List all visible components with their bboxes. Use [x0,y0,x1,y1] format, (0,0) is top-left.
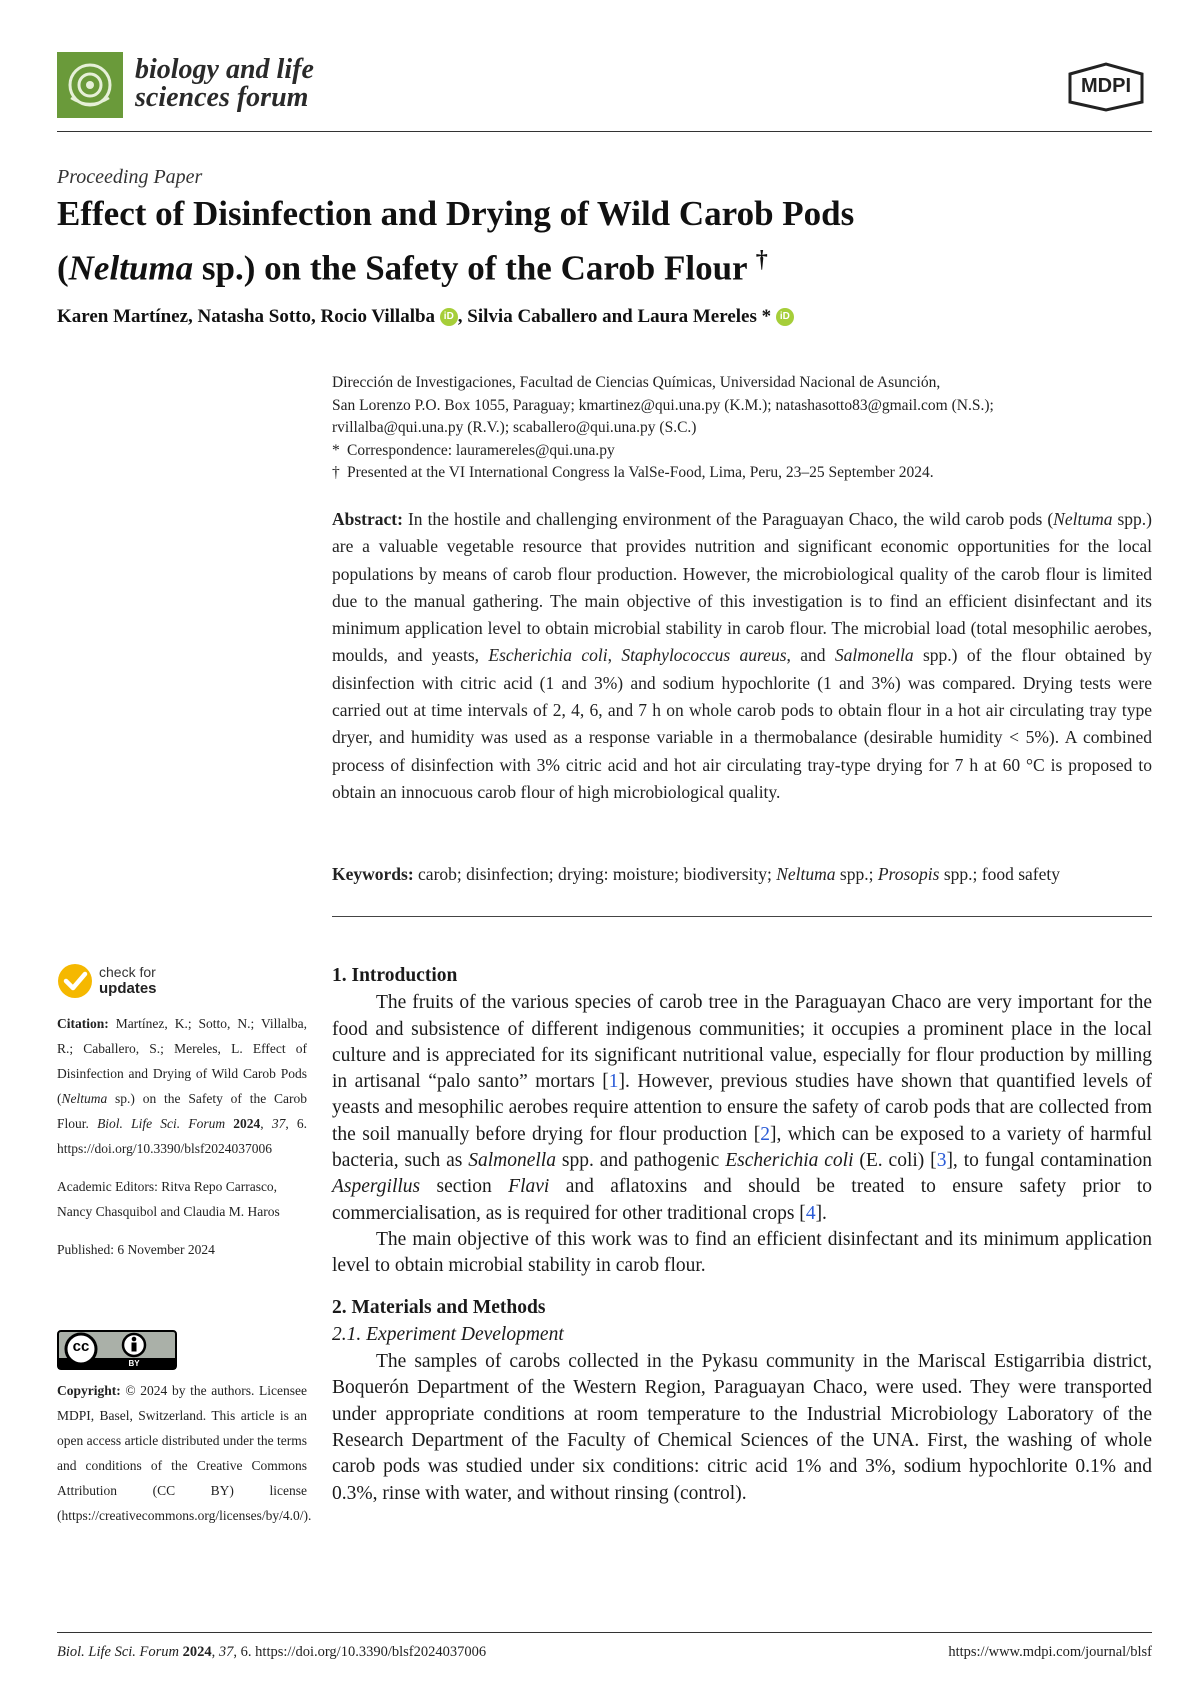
authors-part2: , Silvia Caballero and Laura Mereles [457,306,757,327]
article-type: Proceeding Paper [57,166,203,188]
corr-mark: * [332,441,340,459]
footer-volume: 37 [218,1644,234,1660]
cc-icon: cc [72,1338,90,1355]
reference-link[interactable]: 3 [936,1150,947,1172]
copyright-notice [57,1378,312,1528]
by-icon: BY [128,1359,140,1368]
footer-journal-url[interactable]: https://www.mdpi.com/journal/blsf [948,1644,1152,1660]
body-text: ]. [815,1202,827,1224]
abstract-text: , [607,645,622,666]
body-text: section [420,1176,509,1198]
affiliation-line: San Lorenzo P.O. Box 1055, Paraguay; kmartinez@qui.una.py (K.M.); natashasotto83@gmail.com (N.S.); [332,396,994,414]
footer-year: 2024 [182,1644,212,1660]
sidebar-metadata [57,1011,307,1275]
reference-link[interactable]: 4 [805,1202,816,1224]
check-updates-line1: check for [99,964,156,980]
affiliation-line: rvillalba@qui.una.py (R.V.); scaballero@qui.una.py (S.C.) [332,419,697,436]
published-date: Published: 6 November 2024 [57,1242,215,1257]
authors-part1: Karen Martínez, Natasha Sotto, Rocio Villalba [57,306,436,327]
keywords-text: spp.; food safety [939,864,1060,884]
copyright-text: © 2024 by the authors. Licensee MDPI, Basel, Switzerland. This article is an open access article distributed under the terms and conditions of the Creative Commons Attribution (CC BY) license (https://creativecommons.org/licenses/by/4.0/). [57,1383,312,1523]
check-for-updates-button[interactable] [57,963,257,1003]
mdpi-logo-text: MDPI [1081,75,1131,97]
dagger-mark: † [332,464,340,481]
citation-text: , [260,1116,272,1131]
body-text: The fruits of the various species of carob tree in the Paraguayan Chaco are very important for the food and subsistence of different indigenous communities; it occupies a prominent place in the local culture and is appreciated for its significant nutritional value, especially for flour production by milling in artisanal “palo santo” mortars [ [332,992,1152,1093]
keywords-label: Keywords: [332,864,414,884]
citation-italic: Neltuma [61,1091,108,1106]
abstract-italic: Escherichia coli [488,645,608,666]
check-updates-icon [57,963,93,999]
correspondence-note [332,440,1152,463]
title-line2 [57,237,1147,292]
footer-journal: Biol. Life Sci. Forum [57,1644,180,1660]
citation-text: Martínez, K.; Sotto, N.; Villalba, R.; Caballero, S.; Mereles, L. Effect of Disinfection and Drying of Wild Carob Pods ( [57,1016,307,1106]
academic-editors: Academic Editors: Ritva Repo Carrasco, Nancy Chasquibol and Claudia M. Haros [57,1179,280,1219]
subsection-heading-experiment: 2.1. Experiment Development [332,1323,564,1345]
orcid-icon[interactable]: iD [776,308,794,326]
keywords-text: spp.; [835,864,878,884]
title-dagger: † [755,247,768,273]
paragraph: The samples of carobs collected in the Pykasu community in the Mariscal Estigarribia district, Boquerón Department of the Western Region, Paraguayan Chaco, were used. They were transported under appropriate conditions at room temperature to the Industrial Microbiology Laboratory of the Research Department of the Faculty of Chemical Sciences of the UNA. First, the washing of whole carob pods was studied under six conditions: citric acid 1% and 3%, sodium hypochlorite 0.1% and 0.3%, rinse with water, and without rinsing (control). [332,1351,1152,1504]
section-heading-methods: 2. Materials and Methods [332,1296,546,1318]
title-genus: Neltuma [68,248,194,288]
correspondence-text: Correspondence: lauramereles@qui.una.py [347,441,615,459]
cc-by-license-badge[interactable] [57,1330,177,1370]
body-text: ]. However, previous studies have shown that quantified levels of yeasts and mesophilic aerobes require attention to ensure the safety of carob pods that are collected from the soil manually before drying for flour production [ [332,1071,1152,1145]
check-updates-line2: updates [99,980,157,997]
header-divider [57,131,1152,132]
title-paren: ( [57,248,69,288]
body-italic: Aspergillus [332,1176,421,1198]
citation-text: sp.) on the Safety of the Carob Flour. [57,1091,307,1131]
paragraph: The main objective of this work was to find an efficient disinfectant and its minimum application level to obtain microbial stability in carob flour. [332,1228,1152,1277]
abstract-text: In the hostile and challenging environment of the Paraguayan Chaco, the wild carob pods ( [402,509,1054,529]
title-rest: sp.) on the Safety of the Carob Flour [193,248,747,288]
orcid-icon[interactable]: iD [440,308,458,326]
abstract [332,506,1152,806]
reference-link[interactable]: 1 [608,1071,619,1093]
abstract-text: spp.) of the flour obtained by disinfection with citric acid (1 and 3%) and sodium hypochlorite (1 and 3%) was compared. Drying tests were carried out at time intervals of 2, 4, 6, and 7 h on whole carob pods to obtain flour in a hot air circulating tray type dryer, and humidity was used as a response variable in a thermobalance (desirable humidity < 5%). A combined process of disinfection with 3% citric acid and hot air circulating tray-type drying for 7 h at 60 °C is proposed to obtain an innocuous carob flour of high microbiological quality. [332,645,1153,802]
body-text: spp. and pathogenic [555,1150,726,1172]
affiliations [332,372,1152,485]
abstract-text: spp.) are a valuable vegetable resource that provides nutrition and significant economic opportunities for the local populations by means of carob flour production. However, the microbiological quality of the carob flour is limited due to the manual gathering. The main objective of this investigation is to find an efficient disinfectant and its minimum application level to obtain microbial stability in carob flour. The microbial load (total mesophilic aerobes, moulds, and yeasts, [332,509,1153,666]
footer-citation [57,1644,486,1661]
journal-logo [57,52,123,118]
keywords-italic: Neltuma [776,864,836,884]
copyright-label: Copyright: [57,1383,121,1398]
affiliation-line: Dirección de Investigaciones, Facultad de Ciencias Químicas, Universidad Nacional de Asunción, [332,374,941,391]
body-italic: Escherichia coli [725,1150,854,1172]
body-text: (E. coli) [ [853,1150,937,1172]
citation-italic: Biol. Life Sci. Forum [97,1116,226,1131]
presented-text: Presented at the VI International Congress la ValSe-Food, Lima, Peru, 23–25 September 2024. [347,464,934,481]
journal-name-line1: biology and life [135,54,314,85]
abstract-italic: Staphylococcus aureus [621,645,787,666]
journal-name [135,56,314,112]
abstract-italic: Salmonella [834,645,914,666]
main-body [332,963,1152,1507]
paper-title [57,190,1147,292]
body-text: ], which can be exposed to a variety of harmful bacteria, such as [332,1123,1152,1172]
reference-link[interactable]: 2 [760,1123,770,1145]
citation-volume: 37 [271,1116,286,1131]
section-gap [332,1280,1152,1295]
citation [57,1011,307,1161]
paragraph [332,990,1152,1227]
footer-doi[interactable]: , 6. https://doi.org/10.3390/blsf2024037006 [233,1644,487,1660]
presented-note [332,462,1152,485]
author-list [57,306,1147,328]
keywords-italic: Prosopis [877,864,940,884]
journal-name-line2: sciences forum [135,82,309,113]
footer-text: , [211,1644,219,1660]
body-text: ], to fungal contamination [946,1150,1153,1172]
title-line1: Effect of Disinfection and Drying of Wild Carob Pods [57,194,855,233]
body-italic: Flavi [508,1176,550,1198]
keywords-text: carob; disinfection; drying: moisture; biodiversity; [413,864,777,884]
abstract-label: Abstract: [332,509,403,529]
abstract-italic: Neltuma [1053,509,1113,529]
citation-label: Citation: [57,1016,109,1031]
footer-divider [57,1632,1152,1633]
section-heading-introduction: 1. Introduction [332,965,458,986]
citation-year: 2024 [233,1116,261,1131]
abstract-text: , and [786,645,835,666]
body-italic: Salmonella [468,1150,556,1172]
citation-doi[interactable]: , 6. https://doi.org/10.3390/blsf2024037006 [57,1116,308,1156]
corresponding-star: * [756,306,772,327]
abstract-divider [332,916,1152,917]
keywords [332,861,1152,888]
body-text: and aflatoxins and should be treated to ensure safety prior to commercialisation, as is required for other traditional crops [ [332,1176,1153,1224]
mdpi-logo [1060,62,1152,112]
